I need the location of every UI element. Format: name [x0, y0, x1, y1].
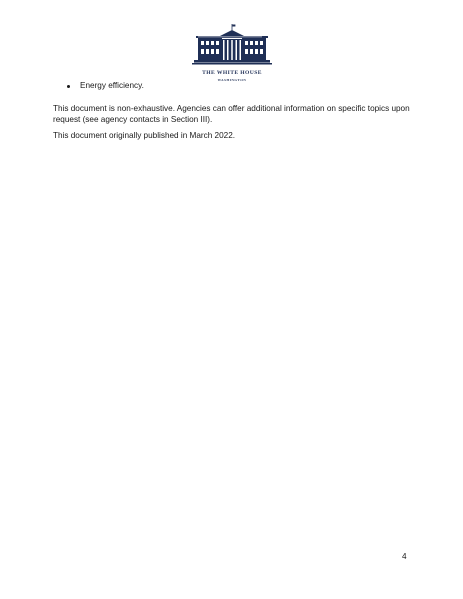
list-item-text: Energy efficiency.: [80, 81, 144, 90]
paragraph: This document is non-exhaustive. Agencies can offer additional information on specific topics upon request (see agency contacts in Section III).: [53, 104, 410, 124]
bullet-icon: [67, 85, 70, 88]
logo-subtitle: WASHINGTON: [217, 78, 247, 82]
page-number: 4: [402, 552, 407, 561]
bullet-list: [64, 80, 144, 92]
paragraph: This document originally published in March 2022.: [53, 131, 236, 140]
white-house-building-icon: [190, 24, 274, 70]
list-item: [64, 80, 144, 92]
logo-title: THE WHITE HOUSE: [202, 70, 262, 76]
white-house-logo: [190, 24, 274, 84]
